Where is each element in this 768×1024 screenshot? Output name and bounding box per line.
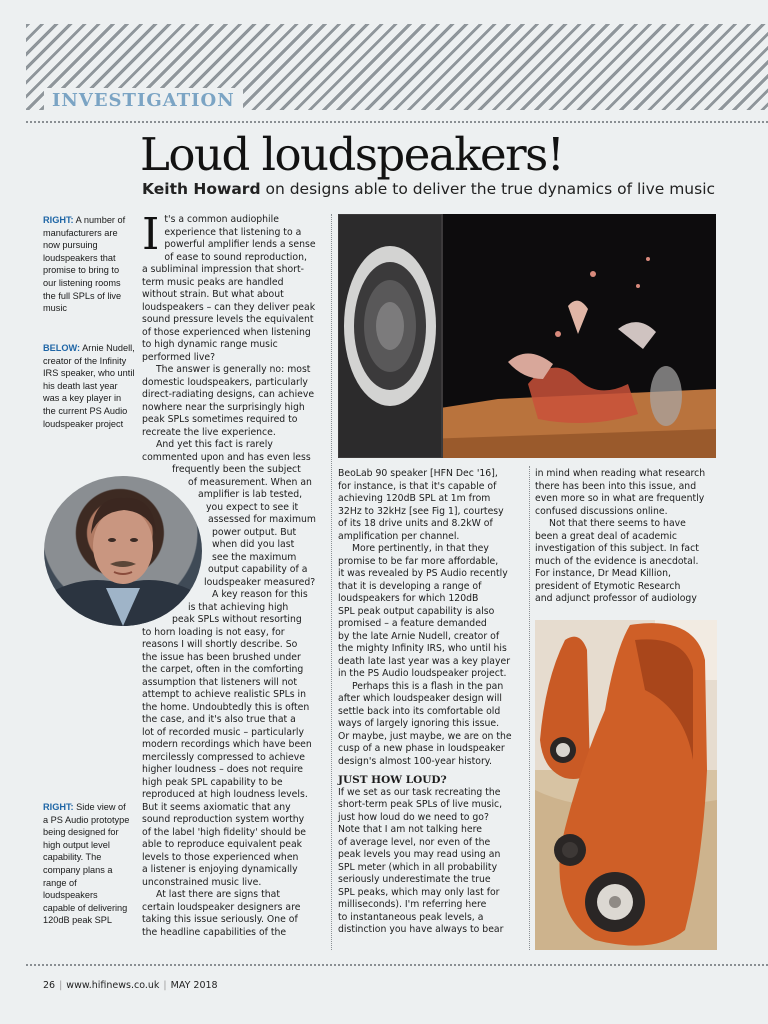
text-line: performed live? (142, 351, 216, 363)
text-line: you expect to see it (206, 501, 299, 513)
text-line: of average level, nor even of the (338, 836, 491, 848)
header-divider (26, 121, 768, 123)
text-line: able to reproduce equivalent peak (142, 839, 303, 850)
text-line: frequently been the subject (172, 464, 301, 475)
text-line: certain loudspeaker designers are (142, 901, 301, 913)
text-line: But it seems axiomatic that any (142, 801, 291, 813)
text-line: commented upon and has even less (142, 451, 311, 463)
text-line: output capability of a (208, 564, 308, 575)
text-line: At last there are signs that (156, 889, 280, 900)
text-line: of the label 'high fidelity' should be (142, 826, 307, 838)
text-line: reproduced at high loudness levels. (142, 789, 308, 800)
text-line: experience that listening to a (164, 226, 302, 238)
text-line: cusp of a new phase in loudspeaker (338, 743, 505, 754)
body-column-2 (338, 468, 524, 937)
text-line: assumption that listeners will not (142, 676, 297, 688)
body-column-3 (535, 468, 719, 606)
text-line: 32Hz to 32kHz [see Fig 1], courtesy (338, 505, 504, 517)
text-line: t's a common audiophile (164, 214, 279, 225)
text-line: just how loud do we need to go? (338, 811, 489, 823)
text-line: For instance, Dr Mead Killion, (535, 568, 671, 579)
text-line: sound reproduction system worthy (142, 814, 305, 825)
text-line: peak SPLs without resorting (172, 614, 302, 625)
text-line: ways of largely ignoring this issue. (338, 718, 500, 729)
text-line: when did you last (212, 539, 295, 550)
standfirst (142, 180, 715, 198)
text-line: peak levels you may read using an (338, 849, 501, 860)
caption-text: Arnie Nudell, creator of the Infinity IRS speaker, who until his death last year was a key player in the current PS Audio loudspeaker project (43, 343, 135, 429)
footer-divider (26, 964, 768, 966)
text-line: modern recordings which have been (142, 739, 312, 750)
text-line: the carpet, often in the comforting (142, 664, 304, 675)
text-line: attempt to achieve realistic SPLs in (142, 689, 307, 700)
standfirst-text: on designs able to deliver the true dynamics of live music (260, 180, 716, 198)
text-line: death late last year was a key player (338, 655, 511, 667)
text-line: of measurement. When an (188, 476, 312, 488)
author-name: Keith Howard (142, 180, 261, 198)
text-line: powerful amplifier lends a sense (164, 239, 316, 250)
text-line: Perhaps this is a flash in the pan (352, 680, 504, 692)
text-line: taking this issue seriously. One of (142, 914, 298, 925)
text-line: after which loudspeaker design will (338, 693, 502, 704)
text-line: higher loudness – does not require (142, 764, 304, 775)
text-line: investigation of this subject. In fact (535, 543, 699, 554)
text-line: see the maximum (212, 551, 297, 563)
text-line: the case, and it's also true that a (142, 714, 296, 725)
text-line: of its 18 drive units and 8.2kW of (338, 518, 493, 529)
headline: Loud loudspeakers! (140, 128, 564, 181)
text-line: reasons I will shortly describe. So (142, 639, 298, 650)
text-line: for instance, is that it's capable of (338, 480, 497, 492)
text-line: milliseconds). I'm referring here (338, 899, 487, 910)
text-line: recreate the live experience. (142, 426, 276, 438)
text-line: of ease to sound reproduction, (164, 251, 307, 263)
caption-below (43, 342, 135, 430)
text-line: Or maybe, just maybe, we are on the (338, 730, 512, 742)
caption-tag: BELOW: (43, 343, 81, 353)
text-line: high peak SPL capability to be (142, 776, 283, 788)
text-line: loudspeakers – can they deliver peak (142, 301, 316, 313)
text-line: in the PS Audio loudspeaker project. (338, 668, 507, 679)
text-line: design's almost 100-year history. (338, 755, 492, 767)
text-line: loudspeaker measured? (204, 576, 316, 588)
text-line: achieving 120dB SPL at 1m from (338, 493, 491, 504)
text-line: a listener is enjoying dynamically (142, 864, 298, 875)
text-line: in mind when reading what research (535, 468, 706, 479)
text-line: nowhere near the surprisingly high (142, 401, 305, 413)
text-line: Note that I am not talking here (338, 824, 482, 835)
text-line: The answer is generally no: most (156, 364, 311, 375)
text-line: distinction you have always to bear (338, 924, 504, 935)
text-line: loudspeakers for which 120dB (338, 593, 479, 604)
caption-text: Side view of a PS Audio prototype being designed for high output level capability. The company plans a range of loudspeakers capable of delivering 120dB peak SPL (43, 802, 130, 926)
text-line: and adjunct professor of audiology (535, 593, 697, 604)
text-line: unconstrained music live. (142, 876, 262, 888)
text-line: much of the evidence is anecdotal. (535, 555, 699, 567)
text-line: More pertinently, in that they (352, 543, 489, 554)
text-line: A key reason for this (212, 589, 308, 600)
text-line: promised – a feature demanded (338, 618, 487, 629)
section-label: INVESTIGATION (44, 88, 243, 114)
page-number: 26 (43, 980, 56, 991)
text-line: confused discussions online. (535, 505, 668, 517)
text-line: promise to be far more affordable, (338, 555, 499, 567)
footer (43, 980, 218, 991)
text-line: SPL meter (which in all probability (338, 861, 498, 873)
text-line: it was revealed by PS Audio recently (338, 568, 508, 579)
caption-right-2 (43, 801, 131, 927)
text-line: without strain. But what about (142, 289, 284, 300)
caption-text: A number of manufacturers are now pursuing loudspeakers that promise to bring to our listening rooms the full SPLs of live music (43, 215, 126, 314)
text-line: the home. Undoubtedly this is often (142, 701, 310, 713)
text-line: the issue has been brushed under (142, 651, 301, 663)
text-line: to high dynamic range music (142, 339, 278, 350)
text-line: is that achieving high (188, 601, 289, 613)
subheading: JUST HOW LOUD? (338, 774, 447, 786)
text-line: SPL peak output capability is also (338, 605, 495, 617)
text-line: And yet this fact is rarely (156, 439, 273, 450)
text-line: If we set as our task recreating the (338, 786, 501, 798)
text-line: short-term peak SPLs of live music, (338, 799, 503, 810)
text-line: that it is developing a range of (338, 580, 482, 592)
text-line: amplifier is lab tested, (198, 489, 303, 500)
text-line: Not that there seems to have (549, 518, 686, 529)
text-line: amplification per channel. (338, 530, 460, 542)
text-line: peak SPLs sometimes required to (142, 414, 298, 425)
text-line: president of Etymotic Research (535, 580, 681, 592)
text-line: to instantaneous peak levels, a (338, 911, 484, 923)
text-line: levels to those experienced when (142, 851, 299, 863)
text-line: a subliminal impression that short- (142, 264, 304, 275)
dropcap: I (142, 209, 160, 260)
footer-separator: | (163, 980, 167, 991)
text-line: assessed for maximum (208, 514, 316, 525)
footer-separator: | (59, 980, 63, 991)
photo-ps-audio-prototype (535, 620, 717, 950)
footer-url: www.hifinews.co.uk (66, 980, 160, 991)
column-rule (529, 466, 530, 950)
text-line: the mighty Infinity IRS, who until his (338, 643, 507, 654)
text-line: sound pressure levels the equivalent (142, 314, 314, 325)
column-rule (331, 214, 332, 950)
text-line: of those experienced when listening (142, 326, 311, 338)
text-line: the headline capabilities of the (142, 926, 287, 938)
text-line: term music peaks are handled (142, 276, 284, 288)
caption-tag: RIGHT: (43, 215, 74, 225)
text-line: seriously underestimate the true (338, 874, 491, 885)
text-line: even more so in what are frequently (535, 493, 705, 504)
text-line: settle back into its comfortable old (338, 705, 501, 717)
body-column-1 (142, 209, 326, 939)
caption-tag: RIGHT: (43, 802, 74, 812)
text-line: domestic loudspeakers, particularly (142, 376, 308, 388)
footer-issue: MAY 2018 (170, 980, 218, 991)
text-line: been a great deal of academic (535, 530, 678, 542)
text-line: direct-radiating designs, can achieve (142, 389, 315, 400)
text-line: to horn loading is not easy, for (142, 626, 285, 638)
text-line: there has been into this issue, and (535, 480, 697, 492)
text-line: by the late Arnie Nudell, creator of (338, 630, 500, 642)
text-line: BeoLab 90 speaker [HFN Dec '16], (338, 468, 498, 479)
text-line: SPL peaks, which may only last for (338, 886, 500, 898)
text-line: mercilessly compressed to achieve (142, 751, 305, 763)
photo-speaker-glass (338, 214, 716, 458)
text-line: power output. But (212, 526, 297, 538)
text-line: lot of recorded music – particularly (142, 726, 304, 738)
caption-right-1 (43, 214, 133, 315)
